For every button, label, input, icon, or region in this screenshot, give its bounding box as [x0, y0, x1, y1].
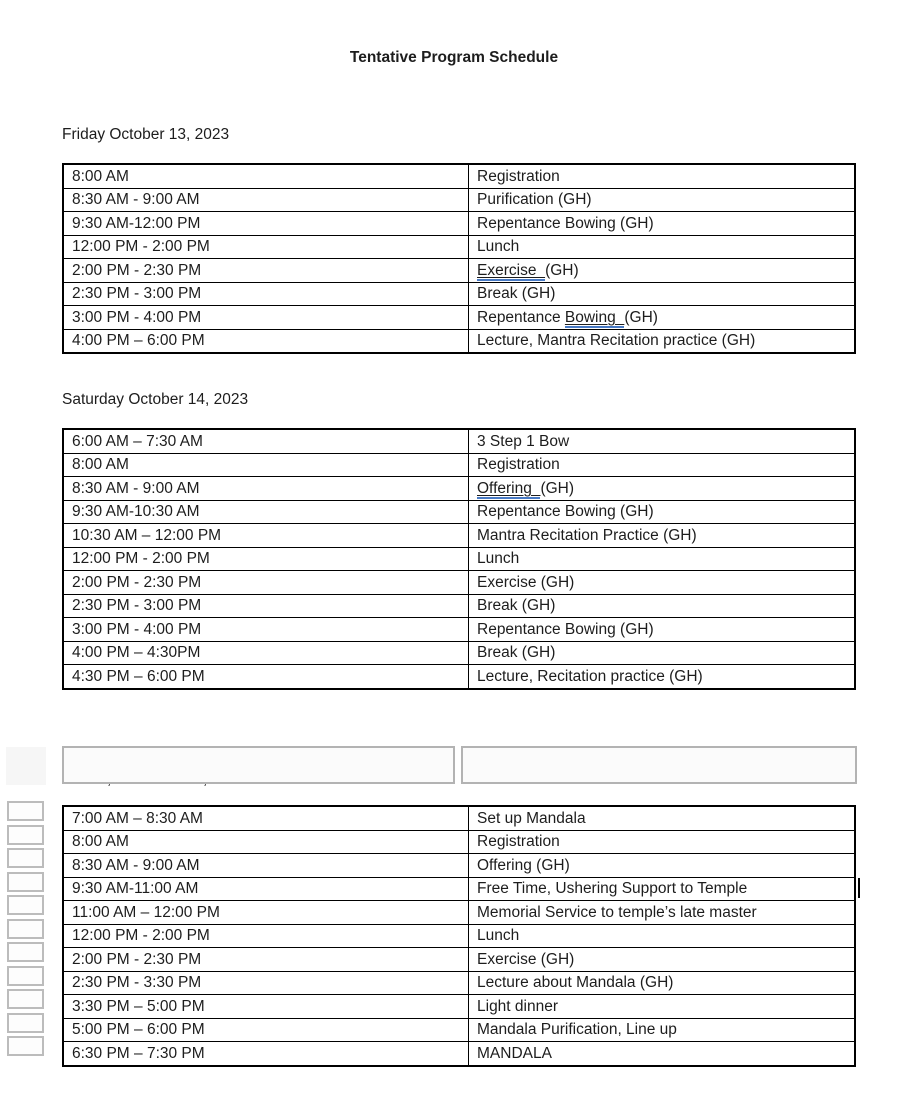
- activity-text: Repentance Bowing (GH): [477, 620, 654, 638]
- time-cell: [63, 924, 469, 948]
- activity-text: Exercise (GH): [477, 950, 575, 968]
- time-text: 9:30 AM-12:00 PM: [72, 214, 201, 232]
- time-text: 3:30 PM – 5:00 PM: [72, 997, 205, 1015]
- activity-cell: [469, 995, 856, 1019]
- table-row: [63, 453, 855, 477]
- margin-box: [7, 966, 44, 986]
- time-cell: [63, 948, 469, 972]
- activity-cell: [469, 259, 856, 283]
- activity-text: Repentance Bowing (GH): [477, 503, 654, 521]
- table-row: [63, 429, 855, 453]
- activity-cell: [469, 854, 856, 878]
- table-row: [63, 547, 855, 571]
- time-text: 4:30 PM – 6:00 PM: [72, 667, 205, 685]
- margin-box: [7, 895, 44, 915]
- activity-text: Lunch: [477, 927, 520, 945]
- margin-box: [7, 825, 44, 845]
- table-row: [63, 806, 855, 830]
- time-text: 8:00 AM: [72, 456, 129, 474]
- time-cell: [63, 618, 469, 642]
- margin-highlight-square: [6, 747, 46, 785]
- margin-box: [7, 1036, 44, 1056]
- activity-cell: [469, 453, 856, 477]
- time-text: 2:30 PM - 3:00 PM: [72, 597, 202, 615]
- activity-text: 3 Step 1 Bow: [477, 432, 570, 450]
- time-text: 2:00 PM - 2:30 PM: [72, 950, 202, 968]
- table-row: [63, 901, 855, 925]
- time-cell: [63, 594, 469, 618]
- activity-cell: [469, 1018, 856, 1042]
- activity-text: Break (GH): [477, 597, 556, 615]
- time-text: 2:30 PM - 3:30 PM: [72, 974, 202, 992]
- activity-text: Lunch: [477, 550, 520, 568]
- margin-box: [7, 989, 44, 1009]
- time-text: 9:30 AM-11:00 AM: [72, 880, 199, 898]
- time-cell: [63, 282, 469, 306]
- time-cell: [63, 854, 469, 878]
- activity-text: (GH): [624, 308, 658, 326]
- table-row: [63, 854, 855, 878]
- activity-cell: [469, 641, 856, 665]
- grammar-underlined-text: Exercise: [477, 261, 546, 279]
- time-text: 12:00 PM - 2:00 PM: [72, 238, 210, 256]
- time-cell: [63, 429, 469, 453]
- table-row: [63, 971, 855, 995]
- table-row: [63, 164, 855, 188]
- time-text: 8:00 AM: [72, 167, 129, 185]
- activity-text: Mandala Purification, Line up: [477, 1021, 677, 1039]
- time-text: 8:30 AM - 9:00 AM: [72, 191, 200, 209]
- activity-cell: [469, 971, 856, 995]
- table-row: [63, 477, 855, 501]
- table-row: [63, 329, 855, 353]
- schedule-table: [62, 428, 856, 690]
- time-text: 2:30 PM - 3:00 PM: [72, 285, 202, 303]
- grammar-underlined-text: Bowing: [564, 308, 625, 326]
- margin-box: [7, 1013, 44, 1033]
- time-text: 7:00 AM – 8:30 AM: [72, 809, 203, 827]
- activity-text: Registration: [477, 456, 560, 474]
- activity-cell: [469, 571, 856, 595]
- table-row: [63, 665, 855, 689]
- schedule-table-section-2: [62, 428, 856, 690]
- table-row: [63, 877, 855, 901]
- section-heading: Saturday October 14, 2023: [62, 391, 249, 408]
- time-cell: [63, 453, 469, 477]
- time-text: 10:30 AM – 12:00 PM: [72, 526, 222, 544]
- activity-cell: [469, 212, 856, 236]
- time-cell: [63, 971, 469, 995]
- table-row: [63, 235, 855, 259]
- activity-text: Registration: [477, 833, 560, 851]
- activity-text: Break (GH): [477, 285, 556, 303]
- time-text: 8:30 AM - 9:00 AM: [72, 856, 200, 874]
- activity-cell: [469, 877, 856, 901]
- margin-box: [7, 848, 44, 868]
- table-row: [63, 571, 855, 595]
- time-text: 2:00 PM - 2:30 PM: [72, 261, 202, 279]
- time-cell: [63, 306, 469, 330]
- time-cell: [63, 547, 469, 571]
- margin-box: [7, 919, 44, 939]
- text-cursor-mark: [858, 878, 860, 898]
- time-text: 6:00 AM – 7:30 AM: [72, 432, 203, 450]
- time-cell: [63, 235, 469, 259]
- activity-text: Set up Mandala: [477, 809, 586, 827]
- table-row: [63, 1018, 855, 1042]
- activity-text: MANDALA: [477, 1044, 552, 1062]
- activity-cell: [469, 282, 856, 306]
- time-cell: [63, 188, 469, 212]
- table-row: [63, 188, 855, 212]
- time-cell: [63, 1018, 469, 1042]
- activity-text: Lecture about Mandala (GH): [477, 974, 674, 992]
- table-row: [63, 830, 855, 854]
- table-row: [63, 995, 855, 1019]
- time-text: 6:30 PM – 7:30 PM: [72, 1044, 205, 1062]
- time-cell: [63, 901, 469, 925]
- activity-text: Purification (GH): [477, 191, 592, 209]
- activity-text: Free Time, Ushering Support to Temple: [477, 880, 748, 898]
- activity-cell: [469, 806, 856, 830]
- activity-text: Lunch: [477, 238, 520, 256]
- schedule-table: [62, 163, 856, 354]
- table-row: [63, 259, 855, 283]
- activity-cell: [469, 1042, 856, 1066]
- time-text: 4:00 PM – 4:30PM: [72, 644, 201, 662]
- activity-text: (GH): [545, 261, 579, 279]
- activity-cell: [469, 429, 856, 453]
- activity-text: Repentance: [477, 308, 565, 326]
- activity-cell: [469, 547, 856, 571]
- table-row: [63, 282, 855, 306]
- time-cell: [63, 212, 469, 236]
- time-cell: [63, 571, 469, 595]
- activity-text: Lecture, Recitation practice (GH): [477, 667, 703, 685]
- activity-text: Repentance Bowing (GH): [477, 214, 654, 232]
- time-text: 4:00 PM – 6:00 PM: [72, 332, 205, 350]
- time-cell: [63, 259, 469, 283]
- activity-cell: [469, 188, 856, 212]
- time-text: 5:00 PM – 6:00 PM: [72, 1021, 205, 1039]
- activity-text: Lecture, Mantra Recitation practice (GH): [477, 332, 756, 350]
- time-cell: [63, 665, 469, 689]
- activity-cell: [469, 164, 856, 188]
- table-row: [63, 212, 855, 236]
- obscured-heading-box-left: [62, 746, 455, 784]
- table-row: [63, 618, 855, 642]
- time-text: 12:00 PM - 2:00 PM: [72, 927, 210, 945]
- time-cell: [63, 524, 469, 548]
- time-text: 3:00 PM - 4:00 PM: [72, 620, 202, 638]
- activity-cell: [469, 524, 856, 548]
- time-text: 3:00 PM - 4:00 PM: [72, 308, 202, 326]
- table-row: [63, 524, 855, 548]
- activity-cell: [469, 924, 856, 948]
- activity-text: Light dinner: [477, 997, 559, 1015]
- section-heading: Friday October 13, 2023: [62, 126, 230, 143]
- activity-text: Offering (GH): [477, 856, 570, 874]
- time-cell: [63, 830, 469, 854]
- activity-text: Registration: [477, 167, 560, 185]
- activity-cell: [469, 500, 856, 524]
- grammar-underlined-text: Offering: [477, 479, 541, 497]
- time-cell: [63, 995, 469, 1019]
- page-title: Tentative Program Schedule: [349, 49, 559, 66]
- time-text: 9:30 AM-10:30 AM: [72, 503, 200, 521]
- time-text: 8:30 AM - 9:00 AM: [72, 479, 200, 497]
- activity-cell: [469, 618, 856, 642]
- activity-cell: [469, 830, 856, 854]
- activity-cell: [469, 329, 856, 353]
- activity-text: Exercise (GH): [477, 573, 575, 591]
- table-row: [63, 306, 855, 330]
- time-cell: [63, 329, 469, 353]
- margin-box: [7, 942, 44, 962]
- margin-box: [7, 872, 44, 892]
- time-cell: [63, 806, 469, 830]
- margin-box: [7, 801, 44, 821]
- time-text: 12:00 PM - 2:00 PM: [72, 550, 210, 568]
- table-row: [63, 641, 855, 665]
- activity-cell: [469, 901, 856, 925]
- time-cell: [63, 1042, 469, 1066]
- time-text: 2:00 PM - 2:30 PM: [72, 573, 202, 591]
- time-cell: [63, 164, 469, 188]
- time-cell: [63, 641, 469, 665]
- schedule-table-section-3: [62, 805, 856, 1067]
- table-row: [63, 500, 855, 524]
- time-cell: [63, 877, 469, 901]
- schedule-table: [62, 805, 856, 1067]
- activity-cell: [469, 594, 856, 618]
- table-row: [63, 948, 855, 972]
- activity-text: Break (GH): [477, 644, 556, 662]
- activity-text: Memorial Service to temple’s late master: [477, 903, 757, 921]
- table-row: [63, 594, 855, 618]
- activity-cell: [469, 306, 856, 330]
- table-row: [63, 1042, 855, 1066]
- time-cell: [63, 500, 469, 524]
- activity-cell: [469, 665, 856, 689]
- activity-cell: [469, 235, 856, 259]
- activity-cell: [469, 477, 856, 501]
- activity-cell: [469, 948, 856, 972]
- activity-text: (GH): [540, 479, 575, 497]
- obscured-heading-box-right: [461, 746, 857, 784]
- time-text: 8:00 AM: [72, 833, 129, 851]
- time-cell: [63, 477, 469, 501]
- table-row: [63, 924, 855, 948]
- schedule-table-section-1: [62, 163, 856, 354]
- time-text: 11:00 AM – 12:00 PM: [72, 903, 220, 921]
- activity-text: Mantra Recitation Practice (GH): [477, 526, 697, 544]
